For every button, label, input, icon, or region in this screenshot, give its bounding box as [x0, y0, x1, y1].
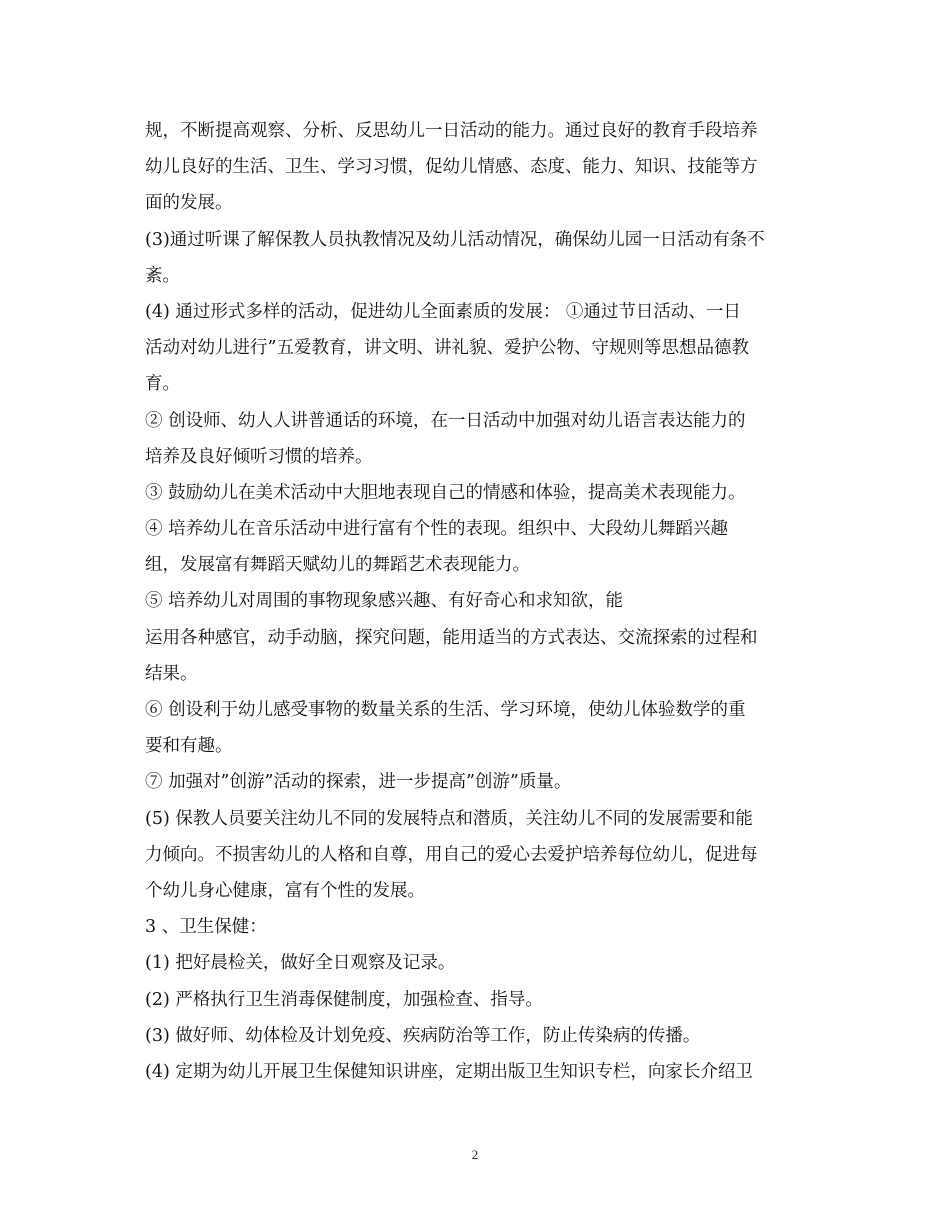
text-line: (4) 定期为幼儿开展卫生保健知识讲座，定期出版卫生知识专栏，向家长介绍卫 — [145, 1061, 753, 1082]
text-line: ⑦ 加强对”创游”活动的探索，进一步提高”创游”质量。 — [145, 772, 572, 793]
text-line: 紊。 — [145, 265, 180, 286]
text-line: 幼儿良好的生活、卫生、学习习惯，促幼儿情感、态度、能力、知识、技能等方 — [145, 157, 758, 178]
text-line: 要和有趣。 — [145, 736, 233, 757]
text-line: 活动对幼儿进行”五爱教育，讲文明、讲礼貌、爱护公物、守规则等思想品德教 — [145, 338, 749, 359]
text-line: ③ 鼓励幼儿在美术活动中大胆地表现自己的情感和体验，提高美术表现能力。 — [145, 482, 746, 503]
text-line: (4) 通过形式多样的活动，促进幼儿全面素质的发展： ①通过节日活动、一日 — [145, 301, 741, 322]
document-body — [145, 113, 810, 1090]
text-line: 结果。 — [145, 663, 198, 684]
text-line: 个幼儿身心健康，富有个性的发展。 — [145, 880, 425, 901]
text-line: (5) 保教人员要关注幼儿不同的发展特点和潜质，关注幼儿不同的发展需要和能 — [145, 808, 753, 829]
text-line: 培养及良好倾听习惯的培养。 — [145, 446, 373, 467]
text-line: 力倾向。不损害幼儿的人格和自尊，用自己的爱心去爱护培养每位幼儿，促进每 — [145, 844, 758, 865]
text-line: 面的发展。 — [145, 193, 233, 214]
text-line: ⑥ 创设利于幼儿感受事物的数量关系的生活、学习环境，使幼儿体验数学的重 — [145, 700, 746, 720]
text-line: (3)通过听课了解保教人员执教情况及幼儿活动情况，确保幼儿园一日活动有条不 — [145, 229, 765, 250]
text-line: ④ 培养幼儿在音乐活动中进行富有个性的表现。组织中、大段幼儿舞蹈兴趣 — [145, 519, 729, 540]
text-line: ② 创设师、幼人人讲普通话的环境，在一日活动中加强对幼儿语言表达能力的 — [145, 410, 746, 431]
text-line: 组，发展富有舞蹈天赋幼儿的舞蹈艺术表现能力。 — [145, 555, 530, 576]
text-line: (1) 把好晨检关，做好全日观察及记录。 — [145, 953, 456, 974]
text-line: 规，不断提高观察、分析、反思幼儿一日活动的能力。通过良好的教育手段培养 — [145, 121, 758, 141]
text-line: (3) 做好师、幼体检及计划免疫、疾病防治等工作，防止传染病的传播。 — [145, 1025, 701, 1046]
page-number: 2 — [471, 1147, 479, 1162]
text-line: 育。 — [145, 374, 180, 395]
text-line: 3 、卫生保健： — [145, 917, 267, 938]
text-line: 运用各种感官，动手动脑，探究问题，能用适当的方式表达、交流探索的过程和 — [145, 627, 758, 648]
text-line: (2) 严格执行卫生消毒保健制度，加强检查、指导。 — [145, 989, 543, 1010]
text-line: ⑤ 培养幼儿对周围的事物现象感兴趣、有好奇心和求知欲，能 — [145, 591, 624, 612]
